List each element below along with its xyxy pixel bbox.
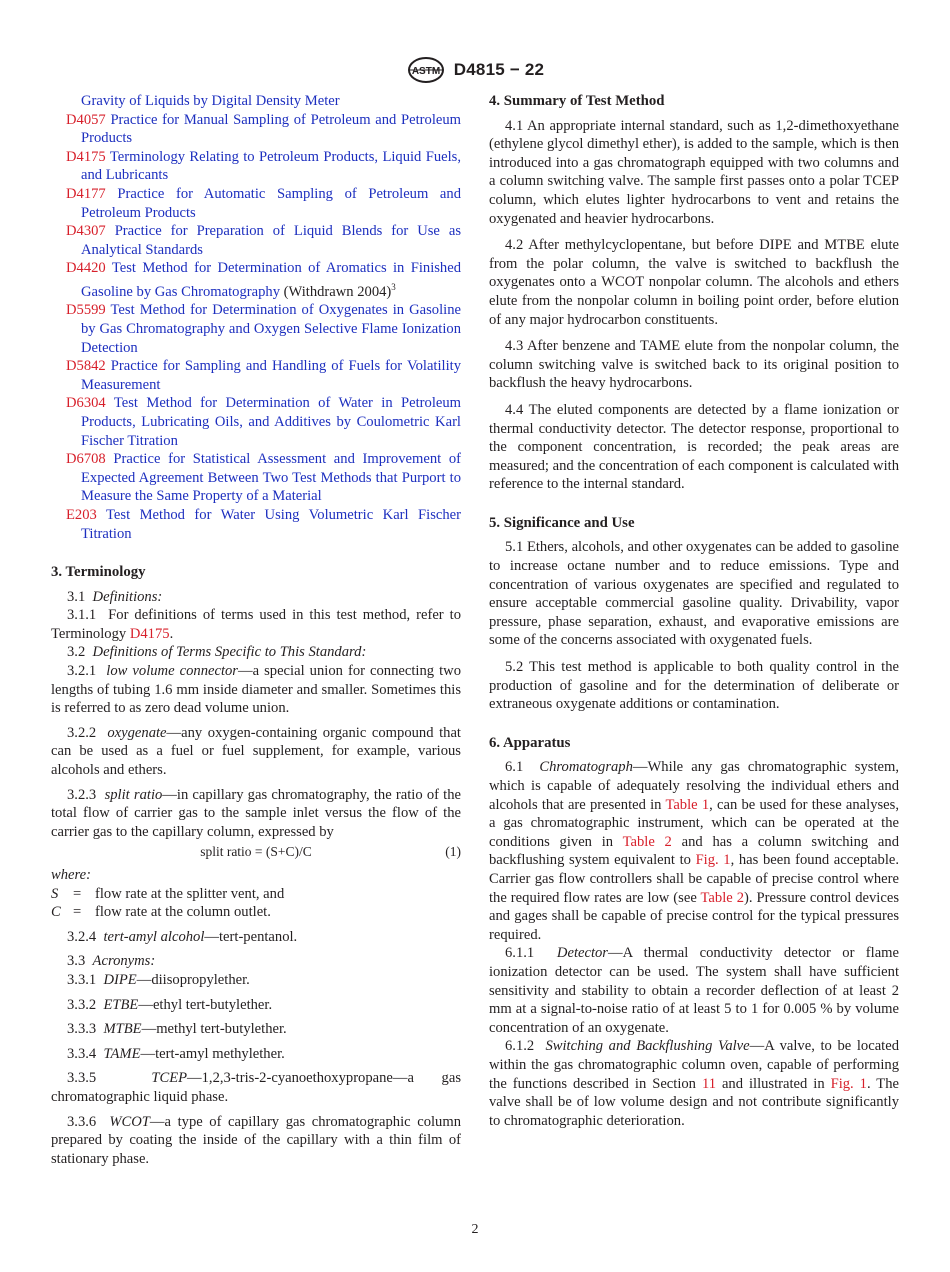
reference-item-d4057[interactable]: D4057 Practice for Manual Sampling of Petroleum and Petroleum Products <box>66 111 461 147</box>
section-heading-terminology: 3. Terminology <box>51 564 146 581</box>
equation-split-ratio <box>51 843 461 862</box>
section-heading-apparatus: 6. Apparatus <box>489 734 571 751</box>
left-column <box>51 92 461 1168</box>
para-3-3-5: 3.3.5 TCEP—1,2,3-tris-2-cyanoethoxypropane—a gas chromatographic liquid phase. <box>51 1070 462 1105</box>
para-3-3-3: 3.3.3 MTBE—methyl tert-butylether. <box>67 1021 287 1038</box>
link-table-1[interactable]: Table 1 <box>665 796 710 813</box>
para-3-1: 3.1 Definitions: <box>67 588 163 605</box>
para-3-2-1: 3.2.1 low volume connector—a special union for connecting two lengths of tubing 1.6 mm inside diameter and smaller. Sometimes this is referred to as zero dead volume union. <box>51 663 461 717</box>
link-d4175[interactable]: D4175 <box>129 625 170 642</box>
right-column <box>489 92 899 1130</box>
reference-continuation[interactable]: Gravity of Liquids by Digital Density Meter <box>81 93 340 109</box>
link-table-2[interactable]: Table 2 <box>622 833 672 850</box>
para-4-4: 4.4 The eluted components are detected by a flame ionization or thermal conductivity detector. The detector response, proportional to the component concentration, is recorded; the peak areas are measured; and the concentration of each component is calculated with reference to the internal standard. <box>489 401 899 493</box>
para-4-2: 4.2 After methylcyclopentane, but before DIPE and MTBE elute from the polar column, the valve is switched to backflush the oxygenates onto a WCOT nonpolar column. The alcohols and ethers elute from the nonpolar column in boiling point order, before elution of any major hydrocarbon constituents. <box>489 237 899 328</box>
where-label: where: <box>51 867 91 884</box>
para-6-1-2: 6.1.2 Switching and Backflushing Valve—A valve, to be located within the gas chromatographic column oven, capable of performing the functions described in Section 11 and illustrated in Fig. 1. The valve shall be of low volume design and not contribute significantly to chromatographic deterioration. <box>489 1038 900 1129</box>
para-3-2-2: 3.2.2 oxygenate—any oxygen-containing organic compound that can be used as a fuel or fuel supplement, for example, various alcohols and ethers. <box>51 724 461 779</box>
astm-logo-text: ASTM <box>411 66 440 77</box>
para-3-3-1: 3.3.1 DIPE—diisopropylether. <box>67 971 250 988</box>
reference-item-d6304[interactable]: D6304 Test Method for Determination of Water in Petroleum Products, Lubricating Oils, and Additives by Coulometric Karl Fischer Titration <box>66 395 462 449</box>
para-3-2-4: 3.2.4 tert-amyl alcohol—tert-pentanol. <box>67 928 298 945</box>
document-designation: D4815 − 22 <box>453 60 545 79</box>
section-heading-summary: 4. Summary of Test Method <box>489 93 665 109</box>
reference-item-d5599[interactable]: D5599 Test Method for Determination of Oxygenates in Gasoline by Gas Chromatography and Oxygen Selective Flame Ionization Detection <box>66 302 461 356</box>
para-3-2: 3.2 Definitions of Terms Specific to This Standard: <box>67 644 367 661</box>
link-table-2-b[interactable]: Table 2 <box>700 889 745 906</box>
para-3-3-6: 3.3.6 WCOT—a type of capillary gas chromatographic column prepared by coating the inside of the capillary with a thin film of stationary phase. <box>51 1113 461 1167</box>
para-4-1: 4.1 An appropriate internal standard, such as 1,2-dimethoxyethane (ethylene glycol dimethyl ether), is added to the sample, which is then introduced into a gas chromatograph equipped with two columns and a column switching valve. The sample first passes onto a polar TCEP column, which elutes lighter hydrocarbons to vent and retains the oxygenated and heavier hydrocarbons. <box>489 117 899 227</box>
para-3-2-3: 3.2.3 split ratio—in capillary gas chromatography, the ratio of the total flow of carrier gas to the sample inlet versus the flow of the carrier gas to the capillary column, expressed by <box>51 786 461 840</box>
astm-logo-icon <box>406 56 446 84</box>
page-number: 2 <box>471 1222 479 1237</box>
reference-item-d4420[interactable]: D4420 Test Method for Determination of Aromatics in Finished Gasoline by Gas Chromatography (Withdrawn 2004)$^3$ <box>66 260 461 300</box>
para-6-1-1: 6.1.1 Detector—A thermal conductivity detector or flame ionization detector can be used. The system shall have sufficient sensitivity and stability to obtain a recorder deflection of at least 2 mm at a signal-to-noise ratio of at least 5 to 1 for 0.005 % by volume concentration of an oxygenate. <box>489 945 900 1036</box>
reference-item-d4307[interactable]: D4307 Practice for Preparation of Liquid Blends for Use as Analytical Standards <box>66 223 461 258</box>
reference-item-e203[interactable]: E203 Test Method for Water Using Volumetric Karl Fischer Titration <box>66 506 461 542</box>
section-heading-significance: 5. Significance and Use <box>489 514 635 531</box>
variable-s: S = flow rate at the splitter vent, and <box>51 885 285 902</box>
footnote-marker: 3 <box>391 281 396 292</box>
reference-item-d5842[interactable]: D5842 Practice for Sampling and Handling of Fuels for Volatility Measurement <box>66 358 461 393</box>
para-6-1: 6.1 Chromatograph—While any gas chromatographic system, which is capable of adequately resolving the individual ethers and alcohols that are presented in Table 1, can be used for these analyses, a gas chromatographic instrument, which can be operated at the conditions given in Table 2 and has a column switching and backflushing system equivalent to Fig. 1, has been found acceptable. Carrier gas flow controllers shall be capable of precise control where the required flow rates are low (see Table 2). Pressure control devices and gages shall be capable of precise control for the typical pressures required. <box>489 759 900 943</box>
link-section-11[interactable]: 11 <box>701 1075 716 1092</box>
para-3-1-1: 3.1.1 For definitions of terms used in this test method, refer to Terminology D4175. <box>51 607 461 642</box>
equation-text: split ratio = (S+C)/C <box>200 844 312 860</box>
reference-item-d4175[interactable]: D4175 Terminology Relating to Petroleum Products, Liquid Fuels, and Lubricants <box>66 148 462 184</box>
equation-number: (1) <box>445 844 461 860</box>
para-5-1: 5.1 Ethers, alcohols, and other oxygenates can be added to gasoline to increase octane number and to reduce emissions. Type and concentration of various oxygenates are specified and regulated to ensure acceptable commercial gasoline quality. Drivability, vapor pressure, phase separation, exhaust, and evaporative emissions are some of the concerns associated with oxygenated fuels. <box>489 539 899 649</box>
para-3-3-2: 3.3.2 ETBE—ethyl tert-butylether. <box>67 996 273 1013</box>
reference-list <box>51 92 461 543</box>
page-header <box>0 56 950 84</box>
para-5-2: 5.2 This test method is applicable to both quality control in the production of gasoline and for the determination of deliberate or extraneous oxygenate additions or contamination. <box>489 659 899 713</box>
para-4-3: 4.3 After benzene and TAME elute from the nonpolar column, the column switching valve is switched back to its original position to backflush the heavy hydrocarbons. <box>489 338 899 392</box>
reference-item-d6708[interactable]: D6708 Practice for Statistical Assessment and Improvement of Expected Agreement Between Two Test Methods that Purport to Measure the Same Property of a Material <box>66 451 461 505</box>
para-3-3-4: 3.3.4 TAME—tert-amyl methylether. <box>67 1045 285 1062</box>
para-3-3: 3.3 Acronyms: <box>67 953 156 970</box>
link-fig-1-b[interactable]: Fig. 1 <box>830 1075 867 1092</box>
link-fig-1[interactable]: Fig. 1 <box>695 852 731 869</box>
reference-item-d4177[interactable]: D4177 Practice for Automatic Sampling of Petroleum and Petroleum Products <box>66 185 462 221</box>
variable-c: C = flow rate at the column outlet. <box>51 904 271 921</box>
